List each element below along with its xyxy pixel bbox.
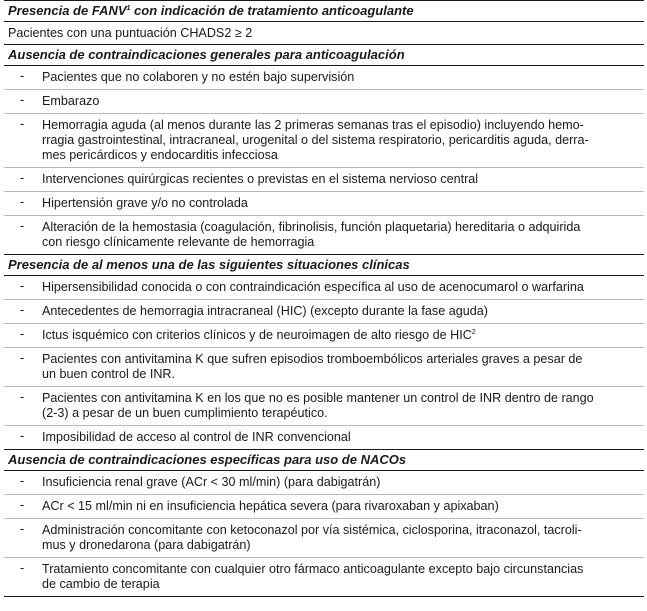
section-heading-fanv (4, 1, 644, 22)
list-item (4, 168, 644, 192)
list-item-text: Pacientes que no colaboren y no estén bajo supervisión (42, 70, 355, 84)
list-item-text: Intervenciones quirúrgicas recientes o previstas en el sistema nervioso central (42, 172, 479, 186)
list-item-text: Hipersensibilidad conocida o con contraindicación específica al uso de acenocumarol o warfarina (42, 280, 584, 294)
bullet-dash: - (20, 69, 25, 83)
list-item (4, 558, 644, 597)
list-item (4, 192, 644, 216)
list-item (4, 348, 644, 387)
list-item-text: Tratamiento concomitante con cualquier otro fármaco anticoagulante excepto bajo circunstancias de cambio de terapia (42, 562, 584, 591)
list-item (4, 300, 644, 324)
bullet-dash: - (20, 219, 25, 233)
list-item (4, 90, 644, 114)
list-item-text-with-footnote (42, 327, 644, 344)
bullet-dash: - (20, 171, 25, 185)
bullet-dash: - (20, 117, 25, 131)
bullet-dash: - (20, 498, 25, 512)
bullet-dash: - (20, 195, 25, 209)
list-item (4, 426, 644, 450)
bullet-dash: - (20, 327, 25, 341)
bullet-dash: - (20, 474, 25, 488)
list-item-text: Embarazo (42, 94, 100, 108)
list-item-text: Pacientes con antivitamina K en los que no es posible mantener un control de INR dentro de rango (2-3) a pesar de un buen cumplimiento terapéutico. (42, 391, 594, 420)
section-heading-general-contraindications: Ausencia de contraindicaciones generales para anticoagulación (4, 45, 644, 66)
list-item (4, 324, 644, 348)
bullet-dash: - (20, 429, 25, 443)
list-item (4, 276, 644, 300)
list-item-text: Hipertensión grave y/o no controlada (42, 196, 248, 210)
list-item (4, 216, 644, 255)
list-item-text: Ictus isquémico con criterios clínicos y de neuroimagen de alto riesgo de HIC (42, 328, 472, 342)
list-item-text: Imposibilidad de acceso al control de INR convencional (42, 430, 351, 444)
bullet-dash: - (20, 93, 25, 107)
list-item (4, 519, 644, 558)
bullet-dash: - (20, 390, 25, 404)
list-item (4, 495, 644, 519)
list-item-text: ACr < 15 ml/min ni en insuficiencia hepática severa (para rivaroxaban y apixaban) (42, 499, 499, 513)
list-item (4, 66, 644, 90)
section-heading-clinical-situations: Presencia de al menos una de las siguientes situaciones clínicas (4, 255, 644, 276)
bullet-dash: - (20, 351, 25, 365)
list-item (4, 114, 644, 168)
list-item-text: Antecedentes de hemorragia intracraneal (HIC) (excepto durante la fase aguda) (42, 304, 488, 318)
footnote-marker: 1 (126, 5, 131, 12)
section-heading-naco-contraindications: Ausencia de contraindicaciones específicas para uso de NACOs (4, 450, 644, 471)
bullet-dash: - (20, 561, 25, 575)
list-item (4, 471, 644, 495)
bullet-dash: - (20, 522, 25, 536)
list-item-text: Alteración de la hemostasia (coagulación, fibrinolisis, función plaquetaria) hereditaria o adquirida con riesgo clínicamente relevante de hemorragia (42, 220, 581, 249)
footnote-marker: 2 (471, 329, 476, 336)
chads2-criterion: Pacientes con una puntuación CHADS2 ≥ 2 (4, 22, 644, 45)
list-item-text: Insuficiencia renal grave (ACr < 30 ml/min) (para dabigatrán) (42, 475, 381, 489)
bullet-dash: - (20, 279, 25, 293)
section-heading-text-rest: con indicación de tratamiento anticoagulante (130, 3, 414, 18)
list-item-text: Hemorragia aguda (al menos durante las 2 primeras semanas tras el episodio) incluyendo hemo- rragia gastrointestinal, intracraneal, urogenital o del sistema respiratorio, pericarditis aguda, derra- mes pericárdicos y endocarditis infecciosa (42, 118, 589, 162)
bullet-dash: - (20, 303, 25, 317)
list-item (4, 387, 644, 426)
criteria-table (4, 0, 644, 597)
section-heading-text: Presencia de FANV (8, 3, 127, 18)
list-item-text: Administración concomitante con ketoconazol por vía sistémica, ciclosporina, itraconazol, tacroli- mus y dronedarona (para dabigatrán) (42, 523, 582, 552)
list-item-text: Pacientes con antivitamina K que sufren episodios tromboembólicos arteriales graves a pesar de un buen control de INR. (42, 352, 583, 381)
